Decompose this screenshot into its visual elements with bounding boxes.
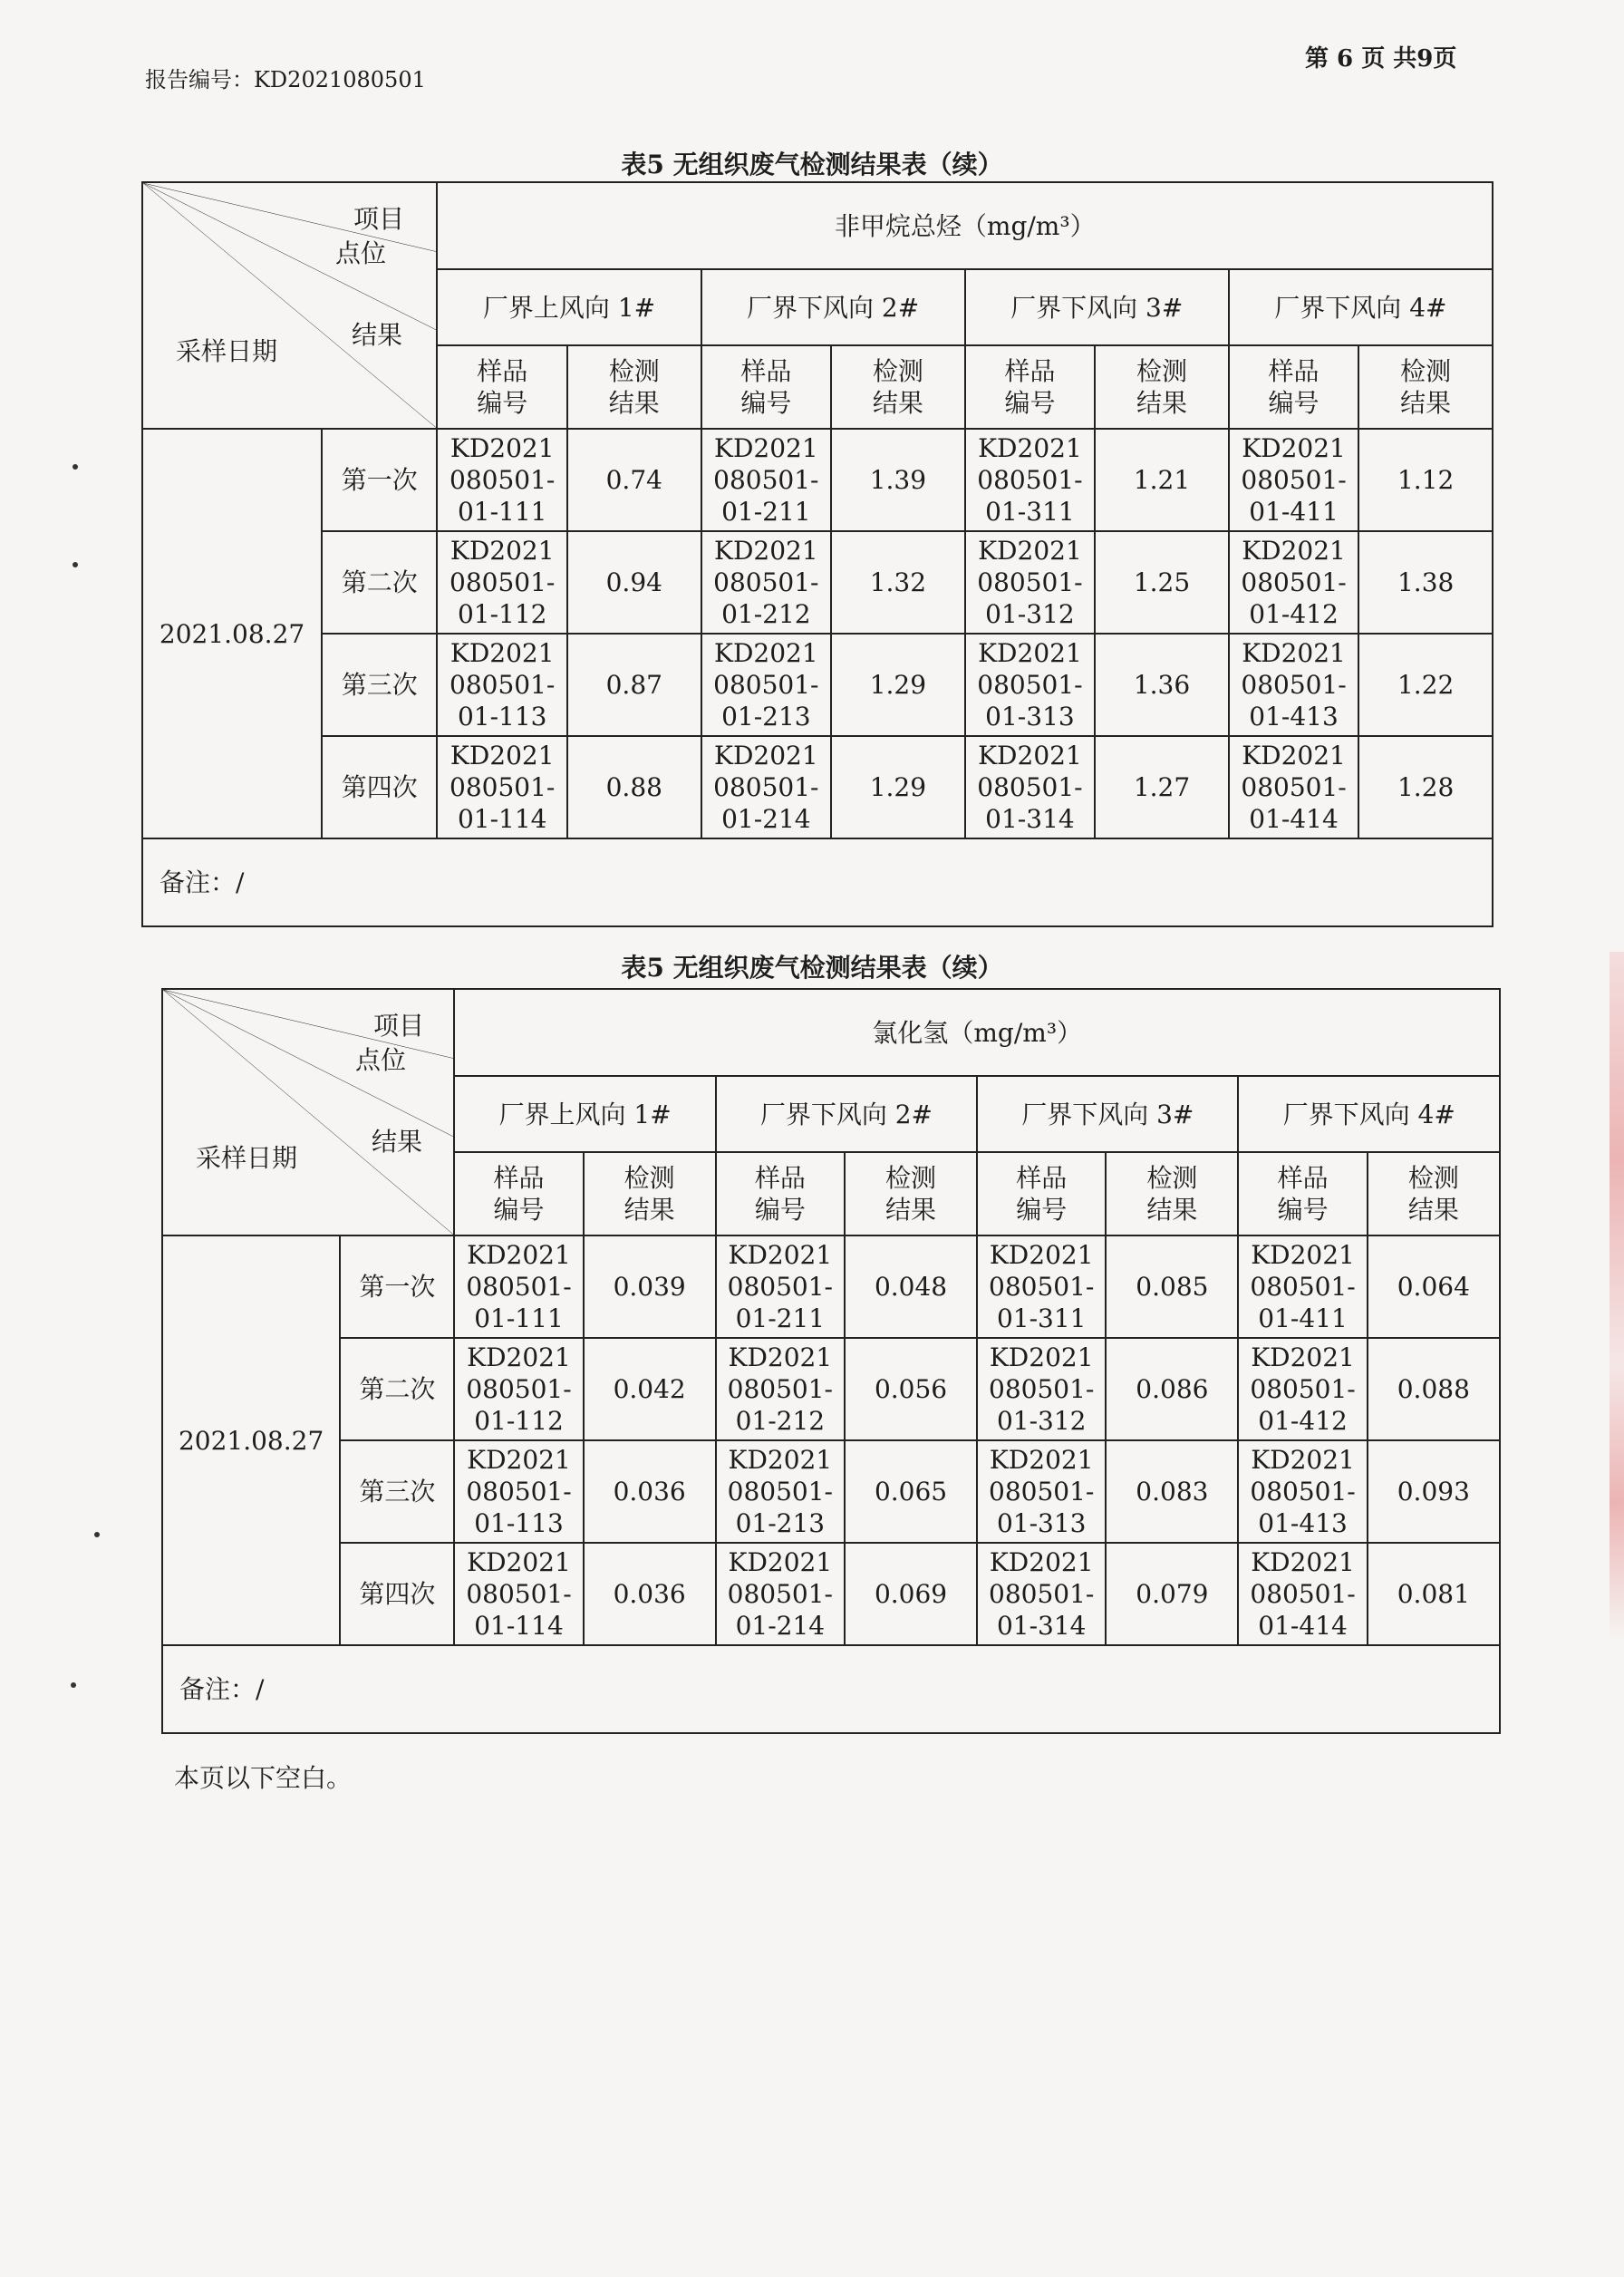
result-value: 0.056 (845, 1338, 977, 1440)
result-value: 1.36 (1095, 634, 1229, 736)
sample-number: KD2021 080501- 01-212 (716, 1338, 845, 1440)
result-value: 0.036 (584, 1440, 716, 1543)
result-value: 0.87 (567, 634, 701, 736)
sample-no-header: 样品 编号 (977, 1152, 1106, 1235)
item-header: 氯化氢（mg/m³） (454, 989, 1500, 1076)
result-value: 1.32 (831, 531, 965, 634)
binding-hole-mark (71, 1682, 76, 1688)
sample-number: KD2021 080501- 01-312 (977, 1338, 1106, 1440)
sample-number: KD2021 080501- 01-412 (1238, 1338, 1367, 1440)
sample-no-header: 样品 编号 (1238, 1152, 1367, 1235)
corner-point-label: 点位 (335, 238, 387, 268)
sample-number: KD2021 080501- 01-113 (454, 1440, 583, 1543)
result-value: 0.94 (567, 531, 701, 634)
result-value: 0.079 (1106, 1543, 1238, 1645)
result-value: 0.081 (1368, 1543, 1500, 1645)
sample-number: KD2021 080501- 01-314 (965, 736, 1096, 838)
remarks: 备注：/ (162, 1645, 1500, 1733)
result-value: 0.039 (584, 1235, 716, 1338)
sample-no-header: 样品 编号 (701, 345, 832, 429)
location-header: 厂界下风向 3# (965, 269, 1229, 345)
sample-number: KD2021 080501- 01-212 (701, 531, 832, 634)
result-value: 1.27 (1095, 736, 1229, 838)
result-value: 0.064 (1368, 1235, 1500, 1338)
sample-number: KD2021 080501- 01-214 (701, 736, 832, 838)
table-row (162, 1338, 1500, 1440)
corner-date-label: 采样日期 (176, 336, 278, 366)
result-header: 检测 结果 (845, 1152, 977, 1235)
result-header: 检测 结果 (1106, 1152, 1238, 1235)
results-table-hcl (161, 988, 1501, 1734)
sample-no-header: 样品 编号 (716, 1152, 845, 1235)
sample-number: KD2021 080501- 01-213 (716, 1440, 845, 1543)
sample-number: KD2021 080501- 01-411 (1229, 429, 1359, 531)
result-header: 检测 结果 (567, 345, 701, 429)
location-header: 厂界上风向 1# (437, 269, 701, 345)
result-value: 0.88 (567, 736, 701, 838)
round-label: 第一次 (340, 1235, 454, 1338)
round-label: 第三次 (322, 634, 437, 736)
result-value: 1.21 (1095, 429, 1229, 531)
sample-number: KD2021 080501- 01-311 (977, 1235, 1106, 1338)
sample-number: KD2021 080501- 01-313 (977, 1440, 1106, 1543)
result-header: 检测 结果 (1368, 1152, 1500, 1235)
corner-result-label: 结果 (352, 320, 403, 350)
sample-number: KD2021 080501- 01-413 (1238, 1440, 1367, 1543)
result-value: 0.065 (845, 1440, 977, 1543)
results-table-nmhc (141, 181, 1494, 927)
sample-number: KD2021 080501- 01-111 (437, 429, 567, 531)
table-1-title: 表5 无组织废气检测结果表（续） (621, 150, 1003, 179)
location-header: 厂界上风向 1# (454, 1076, 715, 1152)
sample-number: KD2021 080501- 01-413 (1229, 634, 1359, 736)
sample-number: KD2021 080501- 01-414 (1238, 1543, 1367, 1645)
report-number: 报告编号：KD2021080501 (145, 67, 426, 92)
result-value: 1.38 (1358, 531, 1493, 634)
location-header: 厂界下风向 2# (716, 1076, 977, 1152)
location-header: 厂界下风向 3# (977, 1076, 1238, 1152)
result-value: 0.085 (1106, 1235, 1238, 1338)
result-value: 0.086 (1106, 1338, 1238, 1440)
table-row (162, 1235, 1500, 1338)
result-value: 1.29 (831, 736, 965, 838)
location-header: 厂界下风向 4# (1238, 1076, 1500, 1152)
location-header: 厂界下风向 4# (1229, 269, 1493, 345)
result-value: 1.29 (831, 634, 965, 736)
sample-number: KD2021 080501- 01-114 (437, 736, 567, 838)
corner-result-label: 结果 (372, 1127, 423, 1157)
sample-number: KD2021 080501- 01-111 (454, 1235, 583, 1338)
sample-no-header: 样品 编号 (965, 345, 1096, 429)
result-value: 0.036 (584, 1543, 716, 1645)
location-header: 厂界下风向 2# (701, 269, 965, 345)
remarks: 备注：/ (142, 838, 1493, 926)
sample-number: KD2021 080501- 01-112 (437, 531, 567, 634)
sample-no-header: 样品 编号 (1229, 345, 1359, 429)
sample-number: KD2021 080501- 01-412 (1229, 531, 1359, 634)
sample-no-header: 样品 编号 (454, 1152, 583, 1235)
result-value: 0.74 (567, 429, 701, 531)
result-value: 0.093 (1368, 1440, 1500, 1543)
sample-number: KD2021 080501- 01-211 (701, 429, 832, 531)
table-row (142, 531, 1493, 634)
round-label: 第一次 (322, 429, 437, 531)
corner-item-label: 项目 (373, 1011, 425, 1041)
result-value: 0.048 (845, 1235, 977, 1338)
round-label: 第二次 (340, 1338, 454, 1440)
round-label: 第四次 (322, 736, 437, 838)
result-value: 1.25 (1095, 531, 1229, 634)
result-header: 检测 结果 (584, 1152, 716, 1235)
result-value: 0.042 (584, 1338, 716, 1440)
sampling-date: 2021.08.27 (142, 429, 322, 838)
result-header: 检测 结果 (1095, 345, 1229, 429)
round-label: 第四次 (340, 1543, 454, 1645)
round-label: 第三次 (340, 1440, 454, 1543)
result-value: 1.39 (831, 429, 965, 531)
result-value: 0.088 (1368, 1338, 1500, 1440)
sample-number: KD2021 080501- 01-211 (716, 1235, 845, 1338)
sample-number: KD2021 080501- 01-314 (977, 1543, 1106, 1645)
sample-number: KD2021 080501- 01-312 (965, 531, 1096, 634)
sampling-date: 2021.08.27 (162, 1235, 340, 1645)
binding-hole-mark (72, 562, 78, 567)
page-number: 第 6 页 共9页 (1305, 45, 1457, 73)
result-header: 检测 结果 (831, 345, 965, 429)
result-value: 1.22 (1358, 634, 1493, 736)
binding-hole-mark (94, 1532, 100, 1537)
diagonal-header-cell (162, 989, 454, 1235)
result-value: 1.12 (1358, 429, 1493, 531)
table-row (142, 429, 1493, 531)
sample-number: KD2021 080501- 01-411 (1238, 1235, 1367, 1338)
sample-number: KD2021 080501- 01-414 (1229, 736, 1359, 838)
corner-date-label: 采样日期 (196, 1143, 298, 1173)
sample-no-header: 样品 编号 (437, 345, 567, 429)
result-value: 0.069 (845, 1543, 977, 1645)
sample-number: KD2021 080501- 01-113 (437, 634, 567, 736)
table-row (142, 634, 1493, 736)
result-value: 1.28 (1358, 736, 1493, 838)
diagonal-header-cell (142, 182, 437, 429)
sample-number: KD2021 080501- 01-214 (716, 1543, 845, 1645)
table-row (162, 1543, 1500, 1645)
table-row (162, 1440, 1500, 1543)
item-header: 非甲烷总烃（mg/m³） (437, 182, 1493, 269)
sample-number: KD2021 080501- 01-313 (965, 634, 1096, 736)
result-header: 检测 结果 (1358, 345, 1493, 429)
corner-point-label: 点位 (355, 1045, 407, 1075)
sample-number: KD2021 080501- 01-114 (454, 1543, 583, 1645)
corner-item-label: 项目 (353, 204, 405, 234)
table-row (142, 736, 1493, 838)
seal-edge-mark (1610, 952, 1624, 1641)
result-value: 0.083 (1106, 1440, 1238, 1543)
sample-number: KD2021 080501- 01-311 (965, 429, 1096, 531)
sample-number: KD2021 080501- 01-112 (454, 1338, 583, 1440)
blank-page-note: 本页以下空白。 (174, 1763, 353, 1793)
sample-number: KD2021 080501- 01-213 (701, 634, 832, 736)
round-label: 第二次 (322, 531, 437, 634)
table-2-title: 表5 无组织废气检测结果表（续） (621, 953, 1003, 983)
binding-hole-mark (72, 464, 78, 470)
